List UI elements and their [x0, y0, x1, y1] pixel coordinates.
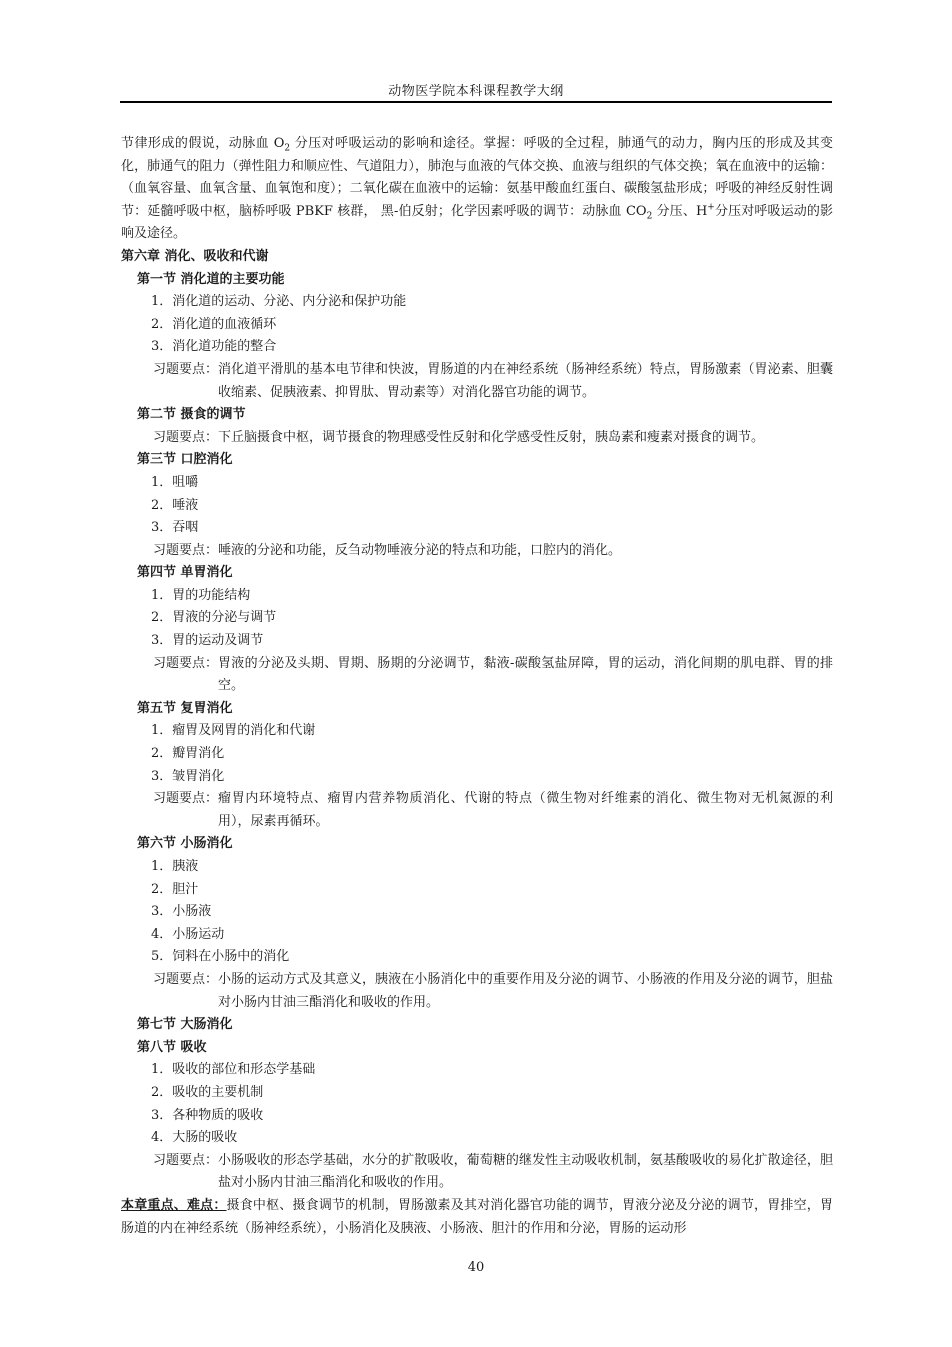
section-title: 第八节 吸收: [137, 1039, 207, 1055]
exercise-points: [121, 427, 833, 450]
list-item: 1．咀嚼: [151, 474, 199, 490]
section-title: 第七节 大肠消化: [137, 1017, 233, 1033]
intro-sup: +: [707, 202, 715, 213]
list-item: 2．胃液的分泌与调节: [151, 610, 277, 626]
list-item: 1．瘤胃及网胃的消化和代谢: [151, 723, 316, 739]
list-item: 2．瓣胃消化: [151, 746, 225, 762]
exercise-label: 习题要点：: [153, 361, 219, 377]
list-item: 1．消化道的运动、分泌、内分泌和保护功能: [151, 294, 407, 310]
exercise-text: 唾液的分泌和功能，反刍动物唾液分泌的特点和功能，口腔内的消化。: [218, 542, 622, 558]
intro-paragraph: [121, 133, 833, 246]
list-item: 4．大肠的吸收: [151, 1130, 238, 1146]
exercise-points: [121, 359, 833, 404]
exercise-points: [121, 1150, 833, 1195]
list-item: 1．胰液: [151, 859, 199, 874]
exercise-text: 小肠吸收的形态学基础，水分的扩散吸收，葡萄糖的继发性主动吸收机制，氨基酸吸收的易化扩散途径，胆盐对小肠内甘油三酯消化和吸收的作用。: [218, 1152, 833, 1191]
intro-text-a: 节律形成的假说，动脉血 O: [121, 136, 285, 151]
exercise-points: [121, 540, 833, 563]
exercise-points: [121, 969, 833, 1014]
exercise-points: [121, 788, 833, 833]
list-item: 3．小肠液: [151, 904, 212, 920]
key-points: [121, 1195, 833, 1240]
list-item: 4．小肠运动: [151, 926, 225, 942]
section-title: 第四节 单胃消化: [137, 565, 233, 581]
intro-sub-2: 2: [646, 211, 653, 222]
exercise-label: 习题要点：: [153, 429, 219, 445]
sections-list: [121, 269, 833, 1195]
exercise-text: 瘤胃内环境特点、瘤胃内营养物质消化、代谢的特点（微生物对纤维素的消化、微生物对无机氮源的利用），尿素再循环。: [218, 791, 833, 829]
list-item: 3．消化道功能的整合: [151, 339, 277, 355]
page-body: [121, 133, 833, 1240]
key-points-label: 本章重点、难点：: [121, 1197, 227, 1213]
section-title: 第二节 摄食的调节: [137, 407, 246, 423]
intro-sub-1: 2: [284, 143, 291, 154]
exercise-text: 胃液的分泌及头期、胃期、肠期的分泌调节，黏液-碳酸氢盐屏障，胃的运动，消化间期的肌电群、胃的排空。: [218, 655, 833, 694]
exercise-text: 小肠的运动方式及其意义，胰液在小肠消化中的重要作用及分泌的调节、小肠液的作用及分泌的调节，胆盐对小肠内甘油三酯消化和吸收的作用。: [218, 971, 833, 1010]
section-title: 第六节 小肠消化: [137, 836, 233, 852]
list-item: 3．皱胃消化: [151, 768, 225, 784]
section-title: 第五节 复胃消化: [137, 700, 233, 716]
key-points-text: 摄食中枢、摄食调节的机制，胃肠激素及其对消化器官功能的调节，胃液分泌及分泌的调节，胃排空，胃肠道的内在神经系统（肠神经系统），小肠消化及胰液、小肠液、胆汁的作用和分泌，胃肠的运动形: [121, 1197, 833, 1236]
list-item: 1．吸收的部位和形态学基础: [151, 1062, 316, 1078]
intro-text-b: 分压对呼吸运动的影响和途径。掌握：呼吸的全过程，肺通气的动力，胸内压的形成及其变化，肺通气的阻力（弹性阻力和顺应性、气道阻力），肺泡与血液的气体交换、血液与组织的气体交换；氧在血液中的运输：（血氧容量、血氧含量、血氧饱和度）；二氧化碳在血液中的运输：氨基甲酸血红蛋白、碳酸氢盐形成；呼吸的神经反射性调节：延髓呼吸中枢，脑桥呼吸 PBKF 核群， 黑-伯反射；化学因素呼吸的调节：动脉血 CO: [121, 136, 833, 219]
running-header: 动物医学院本科课程教学大纲: [388, 84, 564, 99]
chapter-title: 第六章 消化、吸收和代谢: [121, 248, 269, 264]
header-rule: [120, 101, 832, 103]
list-item: 2．消化道的血液循环: [151, 316, 277, 332]
exercise-label: 习题要点：: [153, 542, 219, 558]
exercise-text: 下丘脑摄食中枢，调节摄食的物理感受性反射和化学感受性反射，胰岛素和瘦素对摄食的调节。: [218, 429, 765, 445]
intro-text-d: 分压对呼吸运动的影响及途径。: [121, 203, 833, 242]
list-item: 3．各种物质的吸收: [151, 1107, 264, 1123]
intro-text-c: 分压、H: [652, 203, 708, 219]
exercise-text: 消化道平滑肌的基本电节律和快波，胃肠道的内在神经系统（肠神经系统）特点，胃肠激素（胃泌素、胆囊收缩素、促胰液素、抑胃肽、胃动素等）对消化器官功能的调节。: [218, 361, 833, 400]
list-item: 2．唾液: [151, 497, 199, 513]
list-item: 1．胃的功能结构: [151, 587, 251, 603]
list-item: 5．饲料在小肠中的消化: [151, 949, 290, 965]
exercise-label: 习题要点：: [153, 791, 219, 807]
exercise-points: [121, 653, 833, 698]
section-title: 第三节 口腔消化: [137, 452, 233, 468]
list-item: 3．吞咽: [151, 520, 199, 536]
list-item: 2．吸收的主要机制: [151, 1084, 264, 1100]
list-item: 2．胆汁: [151, 881, 199, 897]
list-item: 3．胃的运动及调节: [151, 633, 264, 649]
section-title: 第一节 消化道的主要功能: [137, 271, 285, 287]
page-number: 40: [467, 1260, 485, 1275]
exercise-label: 习题要点：: [153, 971, 219, 987]
exercise-label: 习题要点：: [153, 1152, 219, 1168]
exercise-label: 习题要点：: [153, 655, 219, 671]
